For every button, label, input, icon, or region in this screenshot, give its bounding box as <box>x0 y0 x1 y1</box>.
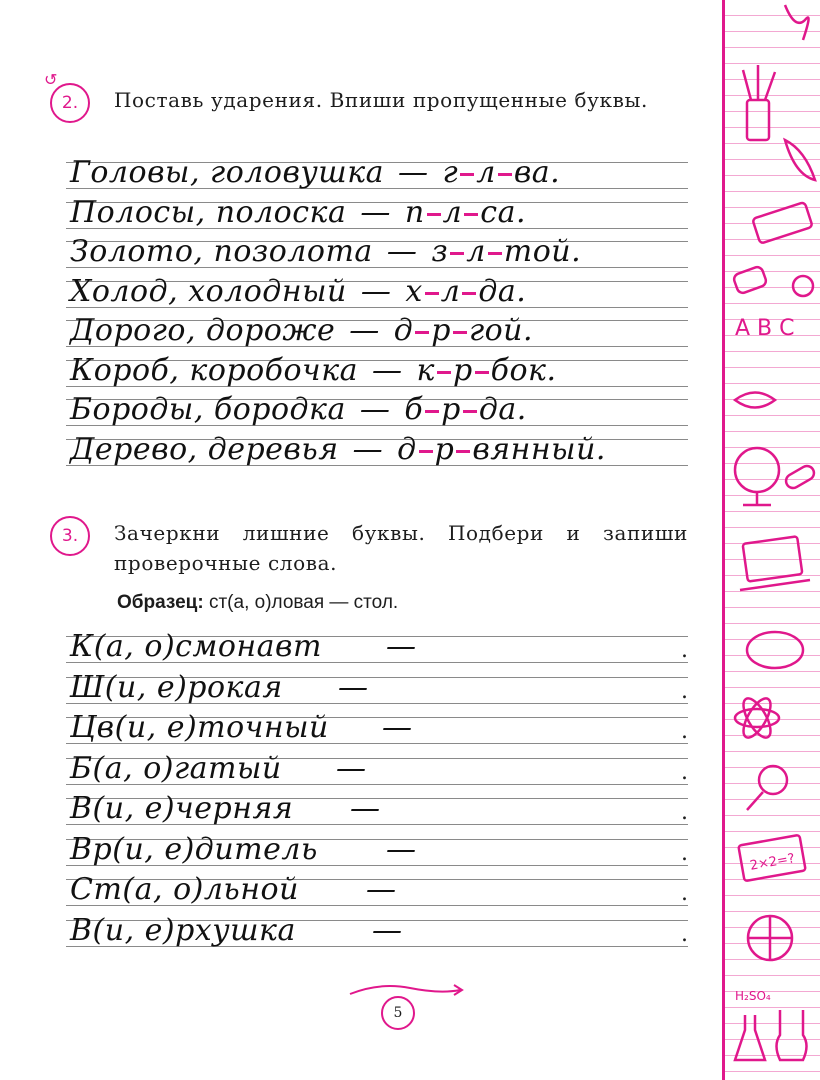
page-number: 5 <box>381 996 415 1030</box>
task-2-instruction: Поставь ударения. Впиши пропущенные буквы. <box>114 88 648 112</box>
answer-part: р <box>441 392 461 427</box>
handwritten-text <box>70 313 533 348</box>
handwritten-word: Вр(и, е)дитель <box>70 831 318 867</box>
answer-blank[interactable] <box>422 835 674 867</box>
line-end-period: . <box>681 921 688 947</box>
dash: — <box>352 431 384 467</box>
line-end-period: . <box>681 840 688 866</box>
answer-part: р <box>431 313 451 348</box>
words: Головы, головушка <box>70 155 385 190</box>
answer-word <box>404 392 526 427</box>
answer-part: са. <box>480 194 527 230</box>
missing-letter-blank[interactable] <box>415 331 429 334</box>
line-end-period: . <box>681 800 688 825</box>
missing-letter-blank[interactable] <box>475 371 489 374</box>
task-3-number: 3. <box>50 516 90 556</box>
answer-part: л <box>442 194 463 230</box>
answer-blank[interactable] <box>422 632 674 664</box>
missing-letter-blank[interactable] <box>464 213 478 216</box>
answer-blank[interactable] <box>408 916 674 948</box>
answer-blank[interactable] <box>386 794 674 826</box>
dash: — <box>366 872 397 907</box>
answer-part: п <box>404 194 425 230</box>
missing-letter-blank[interactable] <box>463 410 477 413</box>
missing-letter-blank[interactable] <box>460 173 474 176</box>
answer-part: да. <box>478 392 527 427</box>
task-2-line <box>66 154 688 198</box>
missing-letter-blank[interactable] <box>456 450 470 453</box>
cycle-arrow-icon: ↺ <box>44 70 58 89</box>
answer-part: да. <box>478 273 527 309</box>
handwritten-text <box>70 274 526 309</box>
answer-word <box>443 155 561 190</box>
dash: — <box>360 194 391 230</box>
answer-word <box>405 274 526 309</box>
task-3-line <box>66 871 688 915</box>
school-doodles-icon <box>725 0 820 1080</box>
answer-part: бок. <box>490 352 557 388</box>
answer-part: б <box>404 392 424 427</box>
answer-part: р <box>452 352 473 388</box>
dash: — <box>349 313 380 348</box>
handwritten-word: Ш(и, е)рокая <box>70 669 283 705</box>
words: Полосы, полоска <box>70 194 347 230</box>
sample-text: ст(а, о)ловая — стол. <box>208 592 399 613</box>
svg-text:H₂SO₄: H₂SO₄ <box>735 989 771 1003</box>
handwritten-text <box>70 392 527 427</box>
answer-blank[interactable] <box>372 754 674 786</box>
task-2-line <box>66 431 688 475</box>
task-3-line <box>66 628 688 672</box>
task-2-line <box>66 233 688 277</box>
sample <box>117 592 398 614</box>
answer-part: ва. <box>513 155 561 190</box>
dash: — <box>372 352 403 388</box>
dash: — <box>359 392 391 427</box>
missing-letter-blank[interactable] <box>450 252 464 255</box>
handwritten-text <box>70 353 556 388</box>
answer-blank[interactable] <box>402 875 674 907</box>
answer-part: х <box>405 273 423 309</box>
task-2-line <box>66 312 688 356</box>
words: Бороды, бородка <box>70 392 346 427</box>
answer-part: г <box>442 155 459 190</box>
svg-text:2×2=?: 2×2=? <box>748 851 796 874</box>
line-end-period: . <box>681 678 688 704</box>
task-3-line <box>66 750 688 794</box>
dash: — <box>372 912 403 948</box>
answer-part: той. <box>503 234 582 269</box>
answer-part: л <box>440 273 461 309</box>
task-3-line <box>66 912 688 956</box>
handwritten-word: К(а, о)смонавт <box>70 629 322 664</box>
task-2-line <box>66 391 688 435</box>
answer-part: р <box>434 431 455 467</box>
missing-letter-blank[interactable] <box>462 292 476 295</box>
line-end-period: . <box>681 719 688 744</box>
answer-blank[interactable] <box>418 713 674 745</box>
missing-letter-blank[interactable] <box>425 410 439 413</box>
answer-word <box>405 195 526 230</box>
words: Золото, позолота <box>70 234 373 269</box>
handwritten-text <box>70 195 526 230</box>
handwritten-word: Б(а, о)гатый <box>70 750 282 786</box>
task-2-line <box>66 194 688 238</box>
page-swirl-icon <box>340 980 470 1020</box>
answer-word <box>397 432 606 467</box>
task-3-line <box>66 831 688 875</box>
missing-letter-blank[interactable] <box>419 450 433 453</box>
missing-letter-blank[interactable] <box>425 292 439 295</box>
sample-label: Образец: <box>117 592 204 613</box>
answer-part: д <box>397 431 417 467</box>
dash: — <box>336 750 367 786</box>
task-3-line <box>66 790 688 834</box>
dash: — <box>382 710 413 745</box>
line-end-period: . <box>681 759 688 785</box>
task-2-line <box>66 352 688 396</box>
svg-text:A B C: A B C <box>735 316 795 341</box>
line-end-period: . <box>681 881 688 906</box>
dash: — <box>360 273 392 309</box>
handwritten-text <box>70 234 581 269</box>
handwritten-word: Ст(а, о)льной <box>70 872 299 907</box>
task-2-line <box>66 273 688 317</box>
missing-letter-blank[interactable] <box>453 331 467 334</box>
words: Дерево, деревья <box>70 431 339 467</box>
handwritten-word: В(и, е)черняя <box>70 791 294 826</box>
task-3-line <box>66 669 688 713</box>
decorative-doodle-strip <box>722 0 820 1080</box>
handwritten-text <box>70 155 560 190</box>
words: Дорого, дороже <box>70 313 336 348</box>
missing-letter-blank[interactable] <box>498 173 512 176</box>
dash: — <box>350 791 381 826</box>
answer-part: л <box>466 234 486 269</box>
answer-word <box>417 353 557 388</box>
answer-word <box>394 313 533 348</box>
dash: — <box>398 155 429 190</box>
answer-part: вянный. <box>472 431 606 467</box>
dash: — <box>338 669 369 705</box>
handwritten-word: Цв(и, е)точный <box>70 710 329 745</box>
dash: — <box>386 629 417 664</box>
handwritten-word: В(и, е)рхушка <box>70 912 296 948</box>
dash: — <box>386 831 417 867</box>
missing-letter-blank[interactable] <box>437 371 451 374</box>
answer-part: к <box>416 352 435 388</box>
task-3-line <box>66 709 688 753</box>
answer-blank[interactable] <box>374 673 674 705</box>
words: Короб, коробочка <box>70 352 359 388</box>
task-2-number: 2. <box>50 83 90 123</box>
answer-part: з <box>431 234 449 269</box>
dash: — <box>386 234 418 269</box>
answer-part: гой. <box>468 313 534 348</box>
missing-letter-blank[interactable] <box>427 213 441 216</box>
answer-part: л <box>476 155 496 190</box>
missing-letter-blank[interactable] <box>488 252 502 255</box>
handwritten-text <box>70 432 606 467</box>
answer-word <box>431 234 581 269</box>
words: Холод, холодный <box>70 273 347 309</box>
line-end-period: . <box>681 638 688 663</box>
answer-part: д <box>393 313 414 348</box>
task-3-instruction: Зачеркни лишние буквы. Подбери и запиши проверочные слова. <box>114 521 688 575</box>
